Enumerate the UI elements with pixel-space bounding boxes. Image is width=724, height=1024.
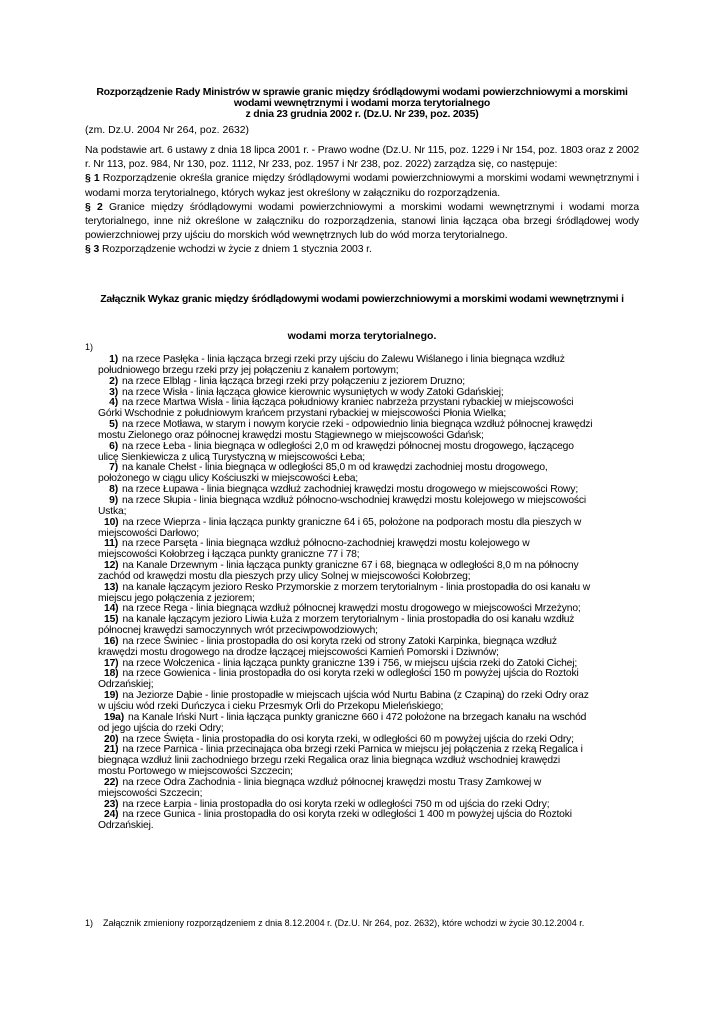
annex-item — [98, 810, 643, 832]
annex-item-continuation-line: zachód od krawędzi mostu dla pieszych przy ulicy Solnej w miejscowości Kołobrzeg; — [98, 570, 471, 582]
annex-item-text: na rzece Słupia - linia biegnąca wzdłuż północno-wschodniej krawędzi mostu kolejowego w miejscowości — [122, 494, 587, 506]
annex-item — [98, 691, 643, 713]
annex-item-text: na rzece Wisła - linia łącząca głowice kierownic wysuniętych w wody Zatoki Gdańskiej; — [122, 386, 504, 398]
annex-item-continuation-line: miejscowości Kołobrzeg i łącząca punkty graniczne 77 i 78; — [98, 549, 360, 561]
annex-item-text: na kanale Chełst - linia biegnąca w odległości 85,0 m od krawędzi zachodniej mostu drogowego, — [122, 462, 548, 474]
annex-item-first-line — [98, 518, 643, 529]
annex-item-number: 7) — [109, 462, 118, 474]
annex-item — [98, 442, 643, 464]
paragraph-3 — [85, 243, 639, 257]
annex-item-text: na rzece Parnica - linia przecinająca oba brzegi rzeki Parnica w miejscu jej połączenia z rzeką Regalica i — [122, 744, 583, 756]
paragraph-text: Rozporządzenie określa granice między śródlądowymi wodami powierzchniowymi a morskimi wodami wewnętrznymi i wodami morza terytorialnego, których wykaz jest określony w załączniku do rozporządzenia. — [85, 173, 639, 199]
annex-item-text: na rzece Gowienica - linia prostopadła do osi koryta rzeki w odległości 150 m powyżej ujścia do Roztoki — [122, 668, 579, 680]
annex-item-number: 8) — [109, 484, 118, 496]
annex-item — [98, 615, 643, 637]
annex-item-continuation-line: ulicę Sienkiewicza z ulicą Turystyczną w miejscowości Łeba; — [98, 451, 365, 463]
annex-item — [98, 420, 643, 442]
annex-item-first-line — [98, 442, 643, 453]
annex-item-text: na rzece Rega - linia biegnąca wzdłuż północnej krawędzi mostu drogowego w miejscowości Mrzeżyno; — [122, 603, 581, 615]
paragraph-mark: § 1 — [85, 173, 100, 185]
annex-item-text: na rzece Łarpia - linia prostopadła do osi koryta rzeki w odległości 750 m od ujścia do rzeki Odry; — [122, 798, 550, 810]
footnote — [85, 918, 645, 929]
annex-item — [98, 745, 643, 778]
annex-item-continuation-line: Odrzańskiej; — [98, 679, 154, 691]
annex-item-number: 23) — [104, 798, 119, 810]
regulation-title-line-2: wodami wewnętrznymi i wodami morza terytorialnego — [233, 97, 491, 109]
annex-item-continuation-line: mostu Portowego w miejscowości Szczecin; — [98, 766, 293, 778]
annex-item-number: 15) — [104, 614, 119, 626]
annex-item — [98, 583, 643, 605]
annex-item-number: 17) — [104, 657, 119, 669]
annex-item — [98, 778, 643, 800]
annex-item-text: na rzece Motława, w starym i nowym korycie rzeki - odpowiednio linia biegnąca wzdłuż północnej krawędzi — [122, 419, 593, 431]
footnote-number: 1) — [85, 918, 94, 928]
annex-item-number: 11) — [104, 538, 118, 550]
annex-item — [98, 561, 643, 583]
annex-item-number: 6) — [109, 440, 118, 452]
annex-item-first-line — [98, 583, 643, 594]
annex-item — [98, 355, 643, 377]
annex-item-text: na rzece Święta - linia prostopadła do osi koryta rzeki, w odległości 60 m powyżej ujścia do rzeki Odry; — [122, 733, 574, 745]
annex-item — [98, 518, 643, 540]
annex-item-first-line — [98, 496, 643, 507]
annex-item-number: 4) — [109, 397, 118, 409]
annex-title-continued: wodami morza terytorialnego. — [287, 330, 437, 342]
annex-item-number: 20) — [104, 733, 119, 745]
annex-item-continuation-line: od jego ujścia do rzeki Odry; — [98, 722, 224, 734]
annex-item-text: na rzece Elbląg - linia łącząca brzegi rzeki przy połączeniu z jeziorem Druzno; — [122, 375, 465, 387]
annex-item-text: na kanale łączącym jezioro Resko Przymorskie z morzem terytorialnym - linia prostopadła do osi kanału w — [122, 581, 590, 593]
annex-item-text: na rzece Łeba - linia biegnąca w odległości 2,0 m od krawędzi północnej mostu drogowego, łączącego — [122, 440, 574, 452]
annex-item — [98, 539, 643, 561]
footnote-text: Załącznik zmieniony rozporządzeniem z dnia 8.12.2004 r. (Dz.U. Nr 264, poz. 2632), które wchodzi w życie 30.12.2004 r. — [103, 918, 585, 928]
annex-item-number: 19a) — [104, 711, 125, 723]
annex-item — [98, 398, 643, 420]
annex-item-text: na kanale łączącym jezioro Liwia Łuża z morzem terytorialnym - linia prostopadła do osi kanału wzdłuż — [122, 614, 575, 626]
annex-item-continuation-line: północnej krawędzi samoczynnych wrót przeciwpowodziowych; — [98, 625, 378, 637]
regulation-title-line-3: z dnia 23 grudnia 2002 r. (Dz.U. Nr 239, poz. 2035) — [245, 108, 479, 120]
annex-item — [98, 496, 643, 518]
annex-item-number: 21) — [104, 744, 119, 756]
paragraph-mark: § 2 — [85, 201, 103, 213]
annex-item-text: na rzece Martwa Wisła - linia łącząca południowy kraniec nabrzeża przystani rybackiej w miejscowości — [122, 397, 574, 409]
paragraph-text: Granice między śródlądowymi wodami powierzchniowymi a morskimi wodami wewnętrznymi i wodami morza terytorialnego, inne niż określone w załączniku do rozporządzenia, stanowi linia łącząca oba brzegi śródlądowej wody powierzchniowej przy ujściu do morskich wód wewnętrznych lub do wód morza terytorialnego. — [85, 201, 639, 242]
annex-item — [98, 713, 643, 735]
annex-item-text: na Kanale Iński Nurt - linia łącząca punkty graniczne 660 i 472 położone na brzegach kanału na wschód — [128, 711, 587, 723]
regulation-body — [85, 144, 639, 258]
annex-item-number: 9) — [109, 494, 118, 506]
annex-item-continuation-line: miejscowości Szczecin; — [98, 787, 203, 799]
regulation-title — [85, 87, 639, 120]
paragraph-2 — [85, 201, 639, 244]
annex-item-text: na rzece Odra Zachodnia - linia biegnąca wzdłuż północnej krawędzi mostu Trasy Zamkowej w — [122, 776, 542, 788]
annex-boundary-list — [98, 355, 643, 832]
annex-item-number: 13) — [104, 581, 119, 593]
annex-item-number: 18) — [104, 668, 119, 680]
annex-item-continuation-line: biegnąca wzdłuż linii zachodniego brzegu rzeki Regalica oraz linia biegnąca wzdłuż wschodniej krawędzi — [98, 755, 561, 767]
annex-item-first-line — [98, 669, 643, 680]
annex-item-continuation-line: Ustka; — [98, 505, 127, 517]
annex-item-continuation-line: Odrzańskiej. — [98, 820, 154, 832]
regulation-title-line-1: Rozporządzenie Rady Ministrów w sprawie granic między śródlądowymi wodami powierzchniowymi a morskimi — [96, 86, 628, 98]
annex-item-number: 16) — [104, 635, 119, 647]
paragraph-text: Rozporządzenie wchodzi w życie z dniem 1 stycznia 2003 r. — [99, 244, 372, 256]
annex-item-number: 2) — [109, 375, 118, 387]
annex-item-text: na rzece Gunica - linia prostopadła do osi koryta rzeki w odległości 1 400 m powyżej ujścia do Roztoki — [122, 809, 572, 821]
annex-title: Załącznik Wykaz granic między śródlądowymi wodami powierzchniowymi a morskimi wodami wewnętrznymi i — [100, 293, 624, 305]
annex-item-continuation-line: położonego w ciągu ulicy Kościuszki w miejscowości Łeba; — [98, 473, 359, 485]
annex-item-continuation-line: miejscowości Darłowo; — [98, 527, 199, 539]
paragraph-1 — [85, 172, 639, 200]
annex-item-number: 5) — [109, 419, 118, 431]
annex-item-number: 10) — [104, 516, 119, 528]
annex-item — [98, 669, 643, 691]
annex-item-first-line — [98, 810, 643, 821]
annex-item-text: na Jeziorze Dąbie - linie prostopadłe w miejscach ujścia wód Nurtu Babina (z Czapiną) do rzeki Odry oraz — [122, 690, 589, 702]
annex-item-text: na rzece Świniec - linia prostopadła do osi koryta rzeki od strony Zatoki Karpinka, biegnąca wzdłuż — [122, 635, 557, 647]
annex-item-text: na Kanale Drzewnym - linia łącząca punkty graniczne 67 i 68, biegnąca w odległości 8,0 m na północny — [122, 560, 579, 572]
annex-item-number: 3) — [109, 386, 118, 398]
annex-item-continuation-line: mostu Zielonego oraz północnej krawędzi mostu Stągiewnego w miejscowości Gdańsk; — [98, 429, 484, 441]
annex-item-text: na rzece Pasłęka - linia łącząca brzegi rzeki przy ujściu do Zalewu Wiślanego i linia biegnąca wzdłuż — [122, 354, 565, 365]
annex-item-number: 22) — [104, 776, 119, 788]
annex-item-number: 14) — [104, 603, 119, 615]
annex-item-continuation-line: Górki Wschodnie z południowym krańcem przystani rybackiej w miejscowości Płonia Wielka; — [98, 408, 507, 420]
annex-item-continuation-line: miejscu jego połączenia z jeziorem; — [98, 592, 255, 604]
annex-item-text: na rzece Wołczenica - linia łącząca punkty graniczne 139 i 756, w miejscu ujścia rzeki do Zatoki Cichej; — [122, 657, 578, 669]
amendment-source: (zm. Dz.U. 2004 Nr 264, poz. 2632) — [85, 125, 250, 136]
annex-item-continuation-line: w ujściu wód rzeki Duńczyca i cieku Przesmyk Orli do Przekopu Mieleńskiego; — [98, 701, 444, 712]
annex-item — [98, 463, 643, 485]
preamble: Na podstawie art. 6 ustawy z dnia 18 lipca 2001 r. - Prawo wodne (Dz.U. Nr 115, poz. 1229 i Nr 154, poz. 1803 oraz z 2002 r. Nr 113, poz. 984, Nr 130, poz. 1112, Nr 233, poz. 1957 i Nr 238, poz. 2022) zarządza się, co następuje: — [85, 145, 639, 171]
annex-item-number: 24) — [104, 809, 119, 821]
annex-item-number: 1) — [109, 354, 118, 365]
annex-item-number: 12) — [104, 560, 119, 572]
annex-item-text: na rzece Parsęta - linia biegnąca wzdłuż północno-zachodniej krawędzi mostu kolejowego w — [122, 538, 530, 550]
paragraph-mark: § 3 — [85, 244, 100, 256]
annex-item-number: 19) — [104, 690, 119, 702]
footnote-reference: 1) — [85, 342, 94, 352]
annex-item-text: na rzece Wieprza - linia łącząca punkty graniczne 64 i 65, położone na podporach mostu dla pieszych w — [122, 516, 582, 528]
annex-item-continuation-line: południowego brzegu rzeki przy jej połączeniu z kanałem portowym; — [98, 364, 399, 376]
annex-item-text: na rzece Łupawa - linia biegnąca wzdłuż zachodniej krawędzi mostu drogowego w miejscowości Rowy; — [122, 484, 579, 496]
annex-item — [98, 637, 643, 659]
annex-item-continuation-line: krawędzi mostu drogowego na drodze łączącej miejscowości Kamień Pomorski i Dziwnów; — [98, 646, 499, 658]
